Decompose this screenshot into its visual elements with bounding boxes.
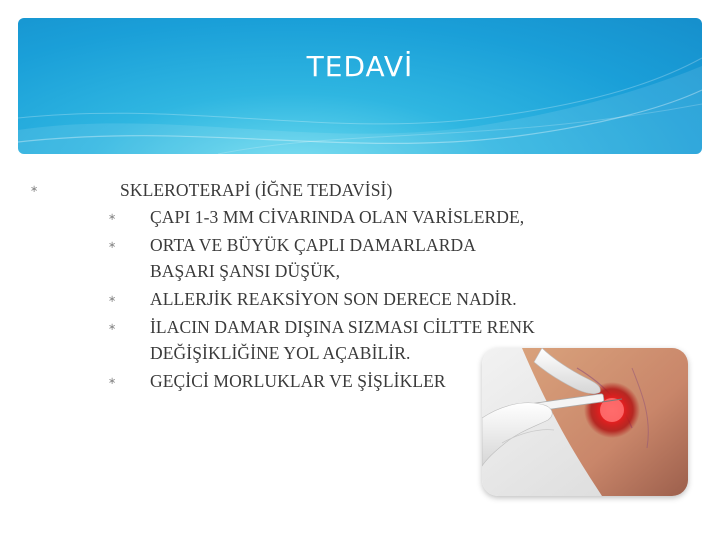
sub-bullet-text: ÇAPI 1-3 MM CİVARINDA OLAN VARİSLERDE, bbox=[150, 207, 525, 227]
sub-bullet-text: ALLERJİK REAKSİYON SON DERECE NADİR. bbox=[150, 289, 517, 309]
sub-bullet-text-cont: DEĞİŞİKLİĞİNE YOL AÇABİLİR. bbox=[150, 343, 411, 363]
bullet-star-icon: ∗ bbox=[108, 376, 117, 387]
sub-bullet-text: GEÇİCİ MORLUKLAR VE ŞİŞLİKLER bbox=[150, 371, 446, 391]
sclerotherapy-photo bbox=[482, 348, 688, 496]
sub-bullet-text: İLACIN DAMAR DIŞINA SIZMASI CİLTTE RENK bbox=[150, 317, 535, 337]
bullet-star-icon: ∗ bbox=[108, 294, 117, 305]
bullet-star-icon: ∗ bbox=[108, 240, 117, 251]
bullet-star-icon: ∗ bbox=[108, 322, 117, 333]
slide-title: TEDAVİ bbox=[306, 50, 414, 83]
injection-photo-icon bbox=[482, 348, 688, 496]
sub-bullet-text-cont: BAŞARI ŞANSI DÜŞÜK, bbox=[150, 261, 341, 281]
sub-bullet-text: ORTA VE BÜYÜK ÇAPLI DAMARLARDA bbox=[150, 235, 476, 255]
bullet-star-icon: ∗ bbox=[30, 184, 39, 195]
main-bullet-text: SKLEROTERAPİ (İĞNE TEDAVİSİ) bbox=[120, 180, 393, 200]
bullet-star-icon: ∗ bbox=[108, 212, 117, 223]
